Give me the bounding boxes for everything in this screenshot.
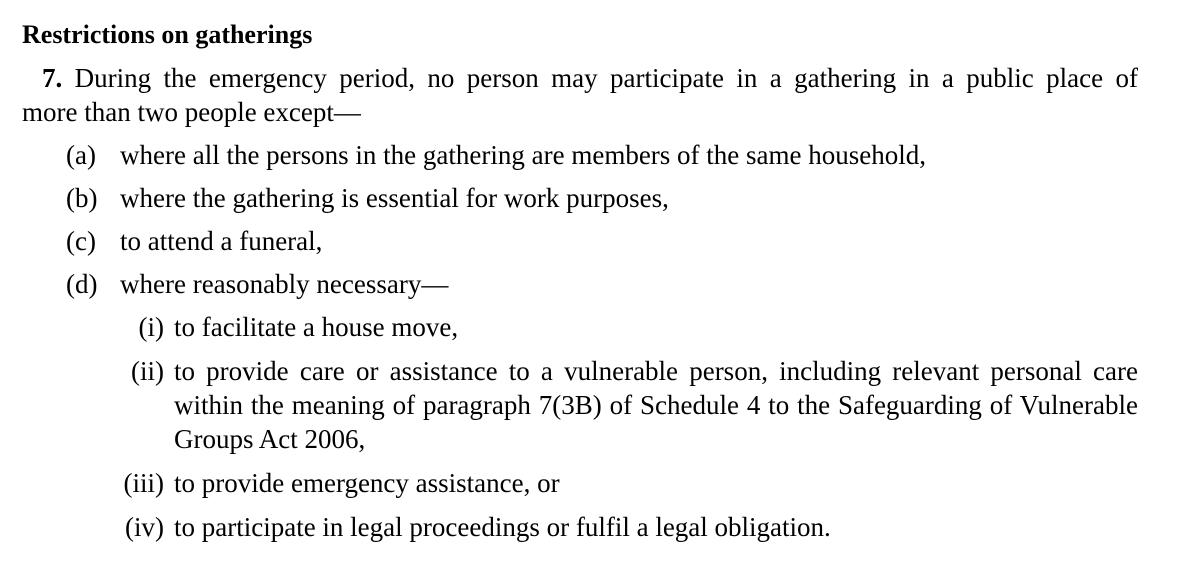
sublist-item-i <box>22 310 1138 344</box>
subitem-text: to facilitate a house move, <box>174 312 459 342</box>
section-intro-text: During the emergency period, no person may participate in a gathering in a public place of <box>74 63 1138 93</box>
subitem-label: (i) <box>138 312 164 342</box>
item-text: where reasonably necessary— <box>120 269 449 299</box>
section-paragraph <box>22 61 1138 129</box>
subitem-label: (iv) <box>125 512 164 542</box>
section-number: 7. <box>42 63 63 93</box>
item-label: (c) <box>66 226 96 256</box>
subitem-label: (iii) <box>123 468 164 498</box>
sublist-item-iv <box>22 510 1138 544</box>
subitem-label: (ii) <box>131 356 164 386</box>
item-text: where the gathering is essential for work purposes, <box>120 183 669 213</box>
subitem-text: to participate in legal proceedings or fulfil a legal obligation. <box>174 512 831 542</box>
item-label: (b) <box>66 183 98 213</box>
item-text: to attend a funeral, <box>120 226 323 256</box>
sublist-item-iii <box>22 466 1138 500</box>
item-text: where all the persons in the gathering are members of the same household, <box>120 140 926 170</box>
subitem-text: to provide emergency assistance, or <box>174 468 560 498</box>
document <box>22 18 1138 554</box>
list-item-d <box>22 267 1138 301</box>
item-label: (a) <box>66 140 96 170</box>
section-intro-line-1 <box>22 61 1138 95</box>
subitem-text: to provide care or assistance to a vulnerable person, including relevant personal care within the meaning of paragraph 7(3B) of Schedule 4 to the Safeguarding of Vulnerable Groups Act 2006, <box>174 356 1138 454</box>
list-item-c <box>22 224 1138 258</box>
section-heading: Restrictions on gatherings <box>22 20 313 49</box>
list-item-a <box>22 138 1138 172</box>
item-list <box>22 138 1138 544</box>
item-label: (d) <box>66 269 98 299</box>
list-item-b <box>22 181 1138 215</box>
sublist-item-ii <box>22 354 1138 456</box>
section-intro-line-2: more than two people except— <box>22 97 361 127</box>
